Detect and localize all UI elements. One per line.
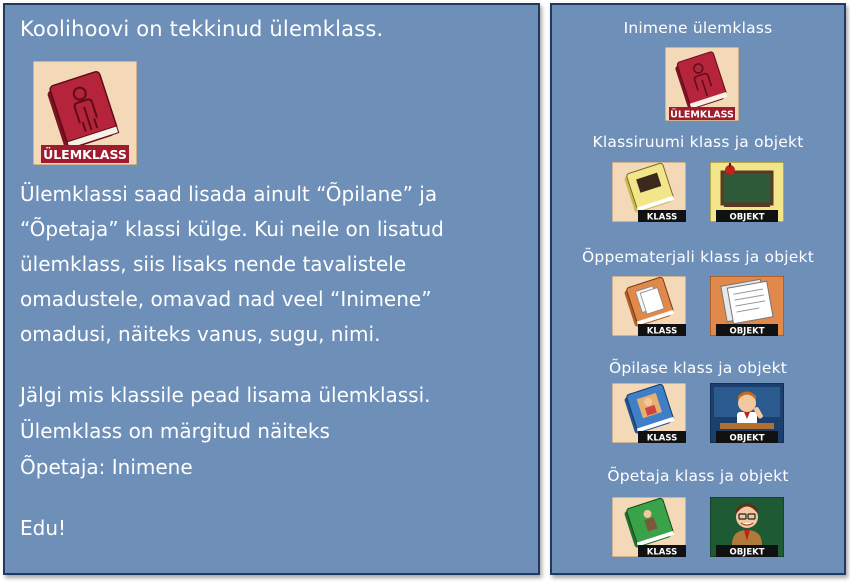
object-badge: OBJEKT	[729, 547, 765, 557]
class-badge: KLASS	[646, 212, 678, 222]
instructions-panel	[3, 3, 540, 575]
legend-title-student: Õpilase klass ja objekt	[608, 359, 788, 377]
object-badge: OBJEKT	[729, 212, 765, 222]
teacher-class-icon	[612, 497, 686, 557]
superclass-legend-icon	[665, 47, 739, 121]
material-object-icon	[710, 276, 784, 336]
paragraph-line: Õpetaja: Inimene	[20, 455, 193, 479]
legend-title-teacher: Õpetaja klass ja objekt	[607, 467, 789, 485]
paragraph-line: omadusi, näiteks vanus, sugu, nimi.	[20, 322, 381, 346]
legend-title-superclass: Inimene ülemklass	[623, 19, 773, 37]
superclass-legend-badge: ÜLEMKLASS	[670, 109, 734, 121]
classroom-class-icon	[612, 162, 686, 222]
class-badge: KLASS	[646, 326, 678, 336]
paragraph-superclass-rules	[20, 177, 444, 352]
paragraph-line: Ülemklass on märgitud näiteks	[20, 419, 330, 443]
superclass-badge-label: ÜLEMKLASS	[43, 147, 127, 162]
intro-text: Koolihoovi on tekkinud ülemklass.	[20, 17, 384, 41]
teacher-object-icon	[710, 497, 784, 557]
closing-text: Edu!	[20, 516, 67, 540]
student-object-icon	[710, 383, 784, 443]
paragraph-line: ülemklass, siis lisaks nende tavalistele	[20, 252, 407, 276]
paragraph-hint	[20, 377, 431, 485]
paragraph-line: omadustele, omavad nad veel “Inimene”	[20, 287, 432, 311]
paragraph-line: Jälgi mis klassile pead lisama ülemklassi.	[20, 383, 431, 407]
paragraph-line: Ülemklassi saad lisada ainult “Õpilane” ja	[20, 182, 438, 206]
material-class-icon	[612, 276, 686, 336]
object-badge: OBJEKT	[729, 326, 765, 336]
class-badge: KLASS	[646, 433, 678, 443]
class-badge: KLASS	[646, 547, 678, 557]
object-badge: OBJEKT	[729, 433, 765, 443]
superclass-book-icon	[33, 61, 137, 165]
student-class-icon	[612, 383, 686, 443]
legend-title-classroom: Klassiruumi klass ja objekt	[592, 133, 804, 151]
legend-title-material: Õppematerjali klass ja objekt	[582, 248, 814, 266]
classroom-object-icon	[710, 162, 784, 222]
legend-panel	[550, 3, 846, 575]
paragraph-line: “Õpetaja” klassi külge. Kui neile on lisatud	[20, 217, 444, 241]
